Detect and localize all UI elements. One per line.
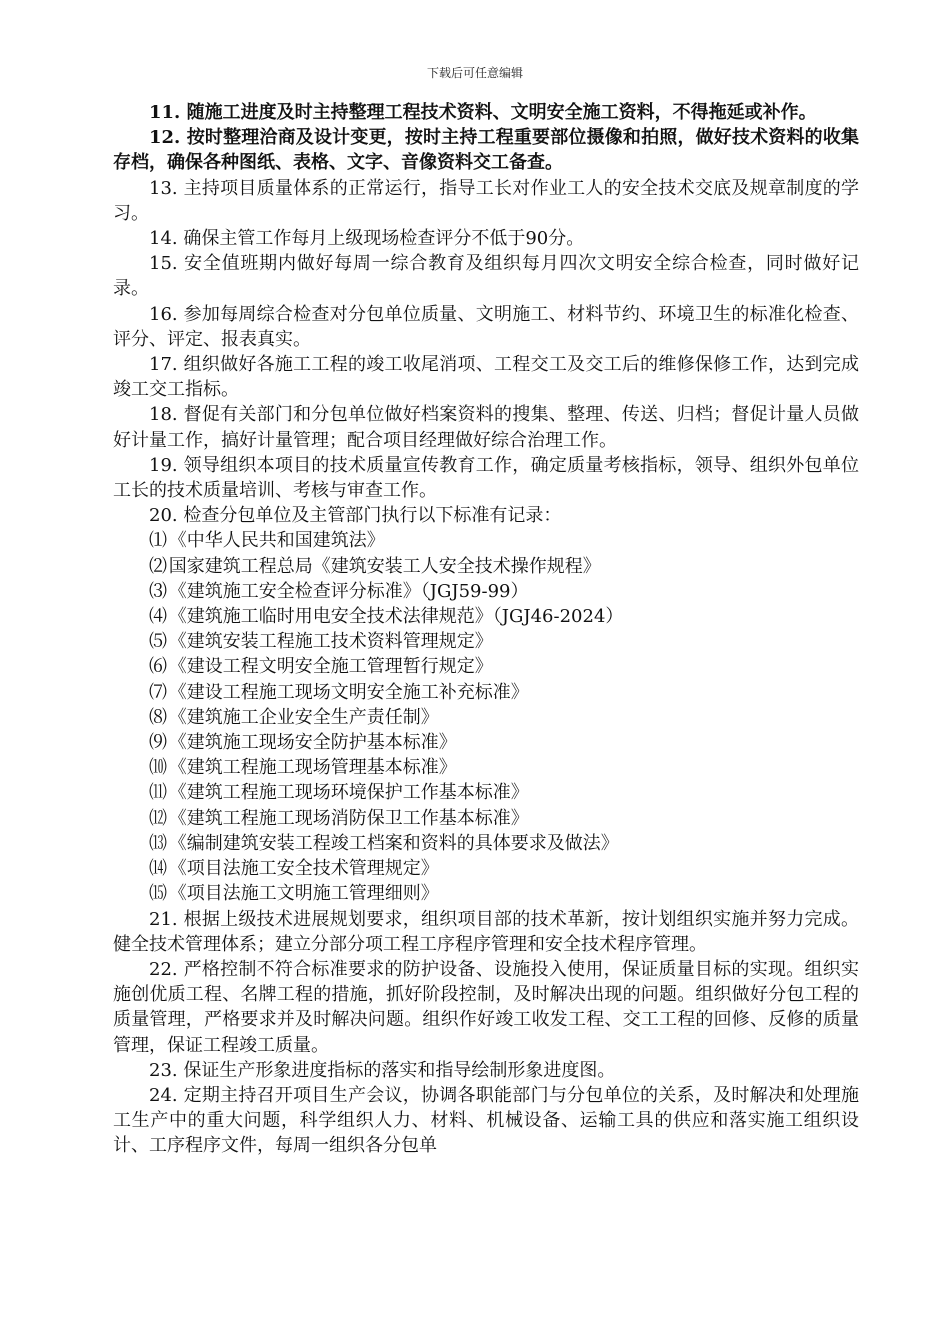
standard-title: 《编制建筑安装工程竣工档案和资料的具体要求及做法》 xyxy=(168,832,619,854)
standard-title: 《建设工程文明安全施工管理暂行规定》 xyxy=(168,656,493,678)
paragraph-19: 19. 领导组织本项目的技术质量宣传教育工作，确定质量考核指标，领导、组织外包单位工长的技术质量培训、考核与审查工作。 xyxy=(113,454,859,502)
standard-title: 《项目法施工安全技术管理规定》 xyxy=(168,858,439,880)
standard-title: 《建筑工程施工现场环境保护工作基本标准》 xyxy=(168,782,529,804)
paragraph-22: 22. 严格控制不符合标准要求的防护设备、设施投入使用，保证质量目标的实现。组织实施创优质工程、名牌工程的措施，抓好阶段控制，及时解决出现的问题。组织做好分包工程的质量管理，严格要求并及时解决问题。组织作好竣工收发工程、交工工程的回修、反修的质量管理，保证工程竣工质量。 xyxy=(113,958,859,1056)
standard-number: ⑼ xyxy=(149,732,167,754)
standard-number: ⑷ xyxy=(149,606,167,628)
paragraph-15: 15. 安全值班期内做好每周一综合教育及组织每月四次文明安全综合检查，同时做好记录。 xyxy=(113,253,859,300)
standard-number: ⑾ xyxy=(149,782,167,804)
standard-item xyxy=(113,806,859,831)
standard-title: 国家建筑工程总局《建筑安装工人安全技术操作规程》 xyxy=(168,555,601,577)
standard-number: ⑽ xyxy=(149,757,167,779)
standard-title: 《建筑施工现场安全防护基本标准》 xyxy=(168,732,457,754)
standard-number: ⑹ xyxy=(149,656,167,678)
paragraph-18: 18. 督促有关部门和分包单位做好档案资料的搜集、整理、传送、归档；督促计量人员做好计量工作，搞好计量管理；配合项目经理做好综合治理工作。 xyxy=(113,404,859,451)
standard-number: ⑵ xyxy=(149,555,167,577)
paragraph-12: 12. 按时整理洽商及设计变更，按时主持工程重要部位摄像和拍照，做好技术资料的收集存档，确保各种图纸、表格、文字、音像资料交工备查。 xyxy=(113,127,859,174)
standard-number: ⒁ xyxy=(149,858,167,880)
standard-number: ⑺ xyxy=(149,681,167,703)
paragraph-24: 24. 定期主持召开项目生产会议，协调各职能部门与分包单位的关系，及时解决和处理施工生产中的重大问题，科学组织人力、材料、机械设备、运输工具的供应和落实施工组织设计、工序程序文件，每周一组织各分包单 xyxy=(113,1084,859,1157)
standard-number: ⑻ xyxy=(149,706,167,728)
paragraph-21: 21. 根据上级技术进展规划要求，组织项目部的技术革新，按计划组织实施并努力完成。健全技术管理体系；建立分部分项工程工序程序管理和安全技术程序管理。 xyxy=(113,908,859,955)
standard-item xyxy=(113,680,859,705)
paragraph-16: 16. 参加每周综合检查对分包单位质量、文明施工、材料节约、环境卫生的标准化检查、评分、评定、报表真实。 xyxy=(113,303,859,350)
standard-title: 《建设工程施工现场文明安全施工补充标准》 xyxy=(168,681,529,703)
standard-number: ⒀ xyxy=(149,832,167,854)
standard-item xyxy=(113,780,859,805)
page-header: 下载后可任意编辑 xyxy=(426,66,523,80)
paragraph-11: 11. 随施工进度及时主持整理工程技术资料、文明安全施工资料，不得拖延或补作。 xyxy=(149,102,817,123)
standard-item xyxy=(113,629,859,654)
standard-item xyxy=(113,528,859,553)
standard-title: 《建筑安装工程施工技术资料管理规定》 xyxy=(168,631,493,653)
standard-number: ⑶ xyxy=(149,580,167,602)
document-body xyxy=(113,100,859,1159)
standard-item xyxy=(113,554,859,579)
standard-title: 《中华人民共和国建筑法》 xyxy=(168,530,385,552)
standard-item xyxy=(113,705,859,730)
standard-title: 《建筑工程施工现场消防保卫工作基本标准》 xyxy=(168,807,529,829)
standard-title: 《建筑施工企业安全生产责任制》 xyxy=(168,706,439,728)
paragraph-17: 17. 组织做好各施工工程的竣工收尾消项、工程交工及交工后的维修保修工作，达到完成竣工交工指标。 xyxy=(113,354,859,401)
standard-number: ⑸ xyxy=(149,631,167,653)
standard-number: ⑿ xyxy=(149,807,167,829)
standard-number: ⒂ xyxy=(149,883,167,905)
standard-item xyxy=(113,579,859,604)
standard-item xyxy=(113,730,859,755)
standard-item xyxy=(113,831,859,856)
standard-title: 《建筑工程施工现场管理基本标准》 xyxy=(168,757,457,779)
standard-title: 《建筑施工安全检查评分标准》（JGJ59-99） xyxy=(168,580,529,602)
paragraph-14: 14. 确保主管工作每月上级现场检查评分不低于90分。 xyxy=(149,228,585,250)
standard-item xyxy=(113,881,859,906)
standard-title: 《项目法施工文明施工管理细则》 xyxy=(168,883,439,905)
standard-number: ⑴ xyxy=(149,530,167,552)
paragraph-13: 13. 主持项目质量体系的正常运行，指导工长对作业工人的安全技术交底及规章制度的学习。 xyxy=(113,177,859,224)
standard-title: 《建筑施工临时用电安全技术法律规范》（JGJ46-2024） xyxy=(168,606,624,628)
standard-item xyxy=(113,654,859,679)
standard-item xyxy=(113,856,859,881)
paragraph-23: 23. 保证生产形象进度指标的落实和指导绘制形象进度图。 xyxy=(149,1059,616,1081)
standard-item xyxy=(113,755,859,780)
standards-list xyxy=(113,528,859,906)
paragraph-20: 20. 检查分包单位及主管部门执行以下标准有记录： xyxy=(149,505,562,527)
standard-item xyxy=(113,604,859,629)
